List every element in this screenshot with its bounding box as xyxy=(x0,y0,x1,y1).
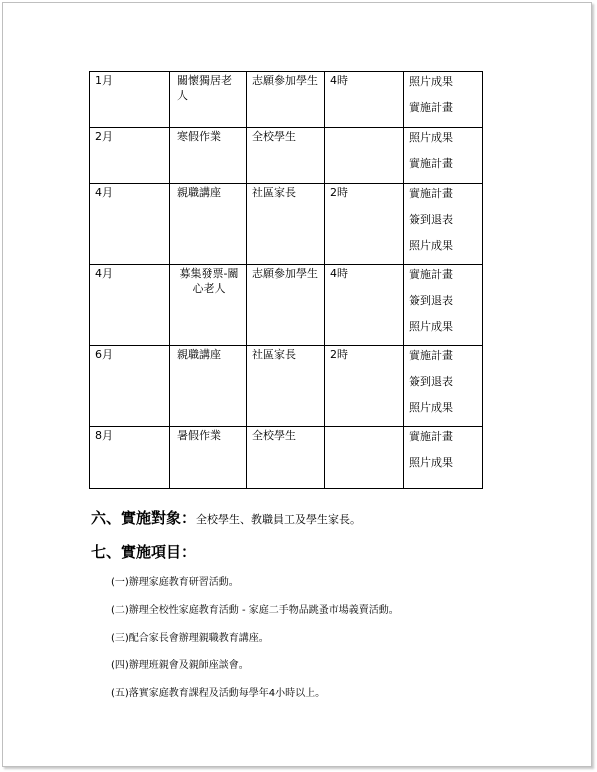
outputs-cell xyxy=(404,427,483,489)
output-item: 簽到退表 xyxy=(409,294,453,307)
outputs-cell xyxy=(404,128,483,184)
output-item: 照片成果 xyxy=(409,456,453,469)
output-item: 照片成果 xyxy=(409,401,453,414)
activity-cell xyxy=(170,184,247,265)
outputs-cell xyxy=(404,265,483,346)
section-6-text: 全校學生、教職員工及學生家長。 xyxy=(196,513,362,526)
section-7-item: (四)辦理班親會及親師座談會。 xyxy=(111,660,249,671)
outputs-cell xyxy=(404,346,483,427)
hours-cell: 4時 xyxy=(325,72,404,128)
output-item: 簽到退表 xyxy=(409,375,453,388)
activity-text: 寒假作業 xyxy=(177,130,221,143)
month-cell: 4月 xyxy=(90,184,170,265)
section-7-item: (一)辦理家庭教育研習活動。 xyxy=(111,577,239,588)
table-row xyxy=(90,184,483,265)
outputs-cell xyxy=(404,184,483,265)
activity-schedule-table xyxy=(89,71,483,489)
output-item: 實施計畫 xyxy=(409,101,453,114)
table-row xyxy=(90,72,483,128)
month-cell: 2月 xyxy=(90,128,170,184)
table-row xyxy=(90,427,483,489)
section-7-item: (三)配合家長會辦理親職教育講座。 xyxy=(111,633,269,644)
month-cell: 1月 xyxy=(90,72,170,128)
document-page xyxy=(2,2,592,767)
activity-text: 親職講座 xyxy=(177,186,221,199)
activity-cell xyxy=(170,265,247,346)
section-7-item: (五)落實家庭教育課程及活動每學年4小時以上。 xyxy=(111,688,326,699)
output-item: 簽到退表 xyxy=(409,213,453,226)
section-6 xyxy=(91,507,361,528)
month-cell: 4月 xyxy=(90,265,170,346)
target-cell: 全校學生 xyxy=(247,128,325,184)
output-item: 實施計畫 xyxy=(409,430,453,443)
output-item: 照片成果 xyxy=(409,320,453,333)
target-cell xyxy=(247,265,325,346)
output-item: 照片成果 xyxy=(409,75,453,88)
output-item: 實施計畫 xyxy=(409,268,453,281)
hours-cell: 2時 xyxy=(325,184,404,265)
hours-cell: 2時 xyxy=(325,346,404,427)
output-item: 實施計畫 xyxy=(409,349,453,362)
output-item: 實施計畫 xyxy=(409,157,453,170)
hours-cell: 4時 xyxy=(325,265,404,346)
month-cell: 6月 xyxy=(90,346,170,427)
section-6-heading: 六、實施對象： xyxy=(91,509,197,527)
activity-text: 募集發票-關心老人 xyxy=(179,267,239,295)
table-row xyxy=(90,346,483,427)
target-text: 志願參加學生 xyxy=(252,74,318,87)
hours-cell xyxy=(325,427,404,489)
table-row xyxy=(90,128,483,184)
activity-cell xyxy=(170,128,247,184)
target-cell: 社區家長 xyxy=(247,346,325,427)
hours-cell xyxy=(325,128,404,184)
table-row xyxy=(90,265,483,346)
month-cell: 8月 xyxy=(90,427,170,489)
activity-text: 暑假作業 xyxy=(177,429,221,442)
output-item: 實施計畫 xyxy=(409,187,453,200)
output-item: 照片成果 xyxy=(409,239,453,252)
activity-cell xyxy=(170,346,247,427)
output-item: 照片成果 xyxy=(409,131,453,144)
target-cell: 全校學生 xyxy=(247,427,325,489)
activity-text: 親職講座 xyxy=(177,348,221,361)
activity-cell xyxy=(170,72,247,128)
section-7-heading: 七、實施項目： xyxy=(91,543,197,561)
outputs-cell xyxy=(404,72,483,128)
activity-text: 關懷獨居老人 xyxy=(177,74,232,102)
section-7-item: (二)辦理全校性家庭教育活動 - 家庭二手物品跳蚤市場義賣活動。 xyxy=(111,605,399,616)
activity-cell xyxy=(170,427,247,489)
target-cell xyxy=(247,72,325,128)
target-text: 志願參加學生 xyxy=(252,267,318,280)
target-cell: 社區家長 xyxy=(247,184,325,265)
